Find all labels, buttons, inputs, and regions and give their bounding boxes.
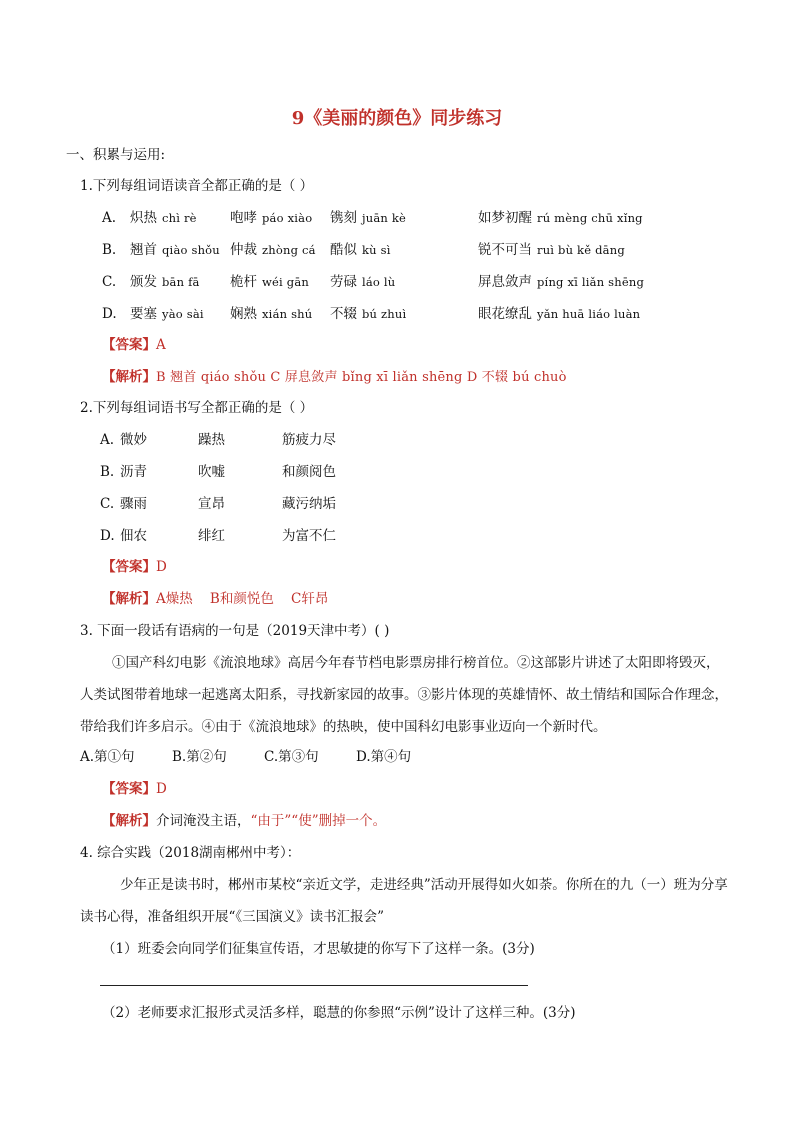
option-item	[230, 272, 309, 292]
option-pinyin: ruì bù kě dāng	[537, 243, 625, 257]
option-item	[478, 240, 625, 260]
analysis-highlight: “由于”“使”删掉一个。	[250, 813, 387, 829]
option-word: 吹嘘	[198, 464, 225, 480]
option-item	[230, 304, 312, 324]
option-pinyin: zhòng cá	[262, 243, 316, 257]
option-pinyin: yǎn huā liáo luàn	[537, 307, 641, 321]
option-item	[330, 272, 395, 292]
analysis-text: A燥热 B和颜悦色 C轩昂	[156, 591, 329, 607]
option-word: 仲裁	[230, 242, 257, 258]
option-pinyin: juān kè	[362, 211, 407, 225]
question-3-options	[80, 747, 500, 767]
option-item	[230, 240, 316, 260]
question-4-stem: 4. 综合实践（2018湖南郴州中考）：	[80, 845, 301, 861]
option-word: 酷似	[330, 242, 357, 258]
question-3-analysis	[102, 811, 386, 831]
option-d: D.第④句	[356, 749, 412, 765]
option-word: 骤雨	[120, 496, 147, 512]
option-pinyin: qiào shǒu	[162, 243, 220, 257]
option-word: 为富不仁	[282, 528, 336, 544]
option-pinyin: láo lù	[362, 275, 396, 289]
option-word: 沥青	[120, 464, 147, 480]
option-item	[230, 208, 312, 228]
analysis-text: B 翘首 qiáo shǒu C 屏息敛声 bǐng xī liǎn shēng D 不辍 bú chuò	[156, 370, 567, 385]
answer-blank-line	[100, 985, 528, 986]
option-item	[478, 272, 644, 292]
analysis-text: 介词淹没主语，	[156, 813, 251, 829]
option-item	[478, 304, 640, 324]
option-word: 筋疲力尽	[282, 432, 336, 448]
option-word: 劳碌	[330, 274, 357, 290]
option-label: A.	[102, 210, 117, 226]
answer-value: A	[156, 337, 166, 353]
page-title: 9《美丽的颜色》同步练习	[291, 108, 503, 129]
option-word: 镌刻	[330, 210, 357, 226]
option-pinyin: rú mèng chū xǐng	[537, 211, 643, 225]
question-1-analysis	[102, 367, 567, 388]
question-3-answer	[102, 779, 167, 799]
option-pinyin: páo xiào	[262, 211, 313, 225]
option-word: 躁热	[198, 432, 225, 448]
option-word: 眼花缭乱	[478, 306, 532, 322]
option-label: C.	[100, 496, 115, 512]
option-pinyin: xián shú	[262, 307, 313, 321]
option-word: 娴熟	[230, 306, 257, 322]
option-label: D.	[100, 528, 115, 544]
option-b: B.第②句	[172, 749, 227, 765]
question-4-sub-1: （1）班委会向同学们征集宣传语，才思敏捷的你写下了这样一条。(3分)	[102, 941, 535, 957]
analysis-tag: 【解析】	[102, 591, 156, 607]
option-item	[330, 208, 406, 228]
option-word: 翘首	[130, 242, 157, 258]
option-item	[130, 240, 220, 260]
option-word: 绯红	[198, 528, 225, 544]
answer-value: D	[156, 559, 167, 575]
option-item	[478, 208, 643, 228]
option-word: 咆哮	[230, 210, 257, 226]
question-4-sub-2: （2）老师要求汇报形式灵活多样，聪慧的你参照“示例”设计了这样三种。(3分)	[102, 1005, 576, 1021]
option-pinyin: píng xī liǎn shēng	[537, 275, 645, 289]
option-word: 微妙	[120, 432, 147, 448]
option-item	[130, 272, 200, 292]
answer-tag: 【答案】	[102, 781, 156, 797]
option-label: B.	[100, 464, 115, 480]
option-word: 藏污纳垢	[282, 496, 336, 512]
option-label: A.	[100, 432, 115, 448]
question-3-stem: 3. 下面一段话有语病的一句是（2019天津中考）( )	[80, 623, 390, 639]
question-2-analysis	[102, 589, 328, 609]
option-pinyin: yào sài	[162, 307, 204, 321]
option-item	[330, 240, 391, 260]
option-pinyin: kù sì	[362, 243, 391, 257]
answer-tag: 【答案】	[102, 337, 156, 353]
question-1-stem: 1.下列每组词语读音全都正确的是（ ）	[80, 178, 314, 194]
option-label: C.	[102, 274, 117, 290]
option-pinyin: bān fā	[162, 275, 200, 289]
option-label: B.	[102, 242, 117, 258]
question-2-stem: 2.下列每组词语书写全都正确的是（ ）	[80, 400, 314, 416]
answer-tag: 【答案】	[102, 559, 156, 575]
option-word: 屏息敛声	[478, 274, 532, 290]
question-4-passage: 少年正是读书时，郴州市某校“亲近文学，走进经典”活动开展得如火如荼。你所在的九（一）班为分享读书心得，准备组织开展“《三国演义》读书汇报会”	[80, 877, 728, 925]
option-pinyin: bú zhuì	[362, 307, 407, 321]
option-word: 如梦初醒	[478, 210, 532, 226]
option-word: 佃农	[120, 528, 147, 544]
option-word: 颁发	[130, 274, 157, 290]
question-3-passage: ①国产科幻电影《流浪地球》高居今年春节档电影票房排行榜首位。②这部影片讲述了太阳即将毁灭，人类试图带着地球一起逃离太阳系，寻找新家园的故事。③影片体现的英雄情怀、故土情结和国际合作理念，带给我们许多启示。④由于《流浪地球》的热映，使中国科幻电影事业迈向一个新时代。	[80, 655, 728, 735]
option-word: 和颜阅色	[282, 464, 336, 480]
option-word: 锐不可当	[478, 242, 532, 258]
option-item	[130, 304, 204, 324]
question-1-answer	[102, 335, 166, 355]
option-label: D.	[102, 306, 117, 322]
option-a: A.第①句	[80, 749, 135, 765]
option-word: 炽热	[130, 210, 157, 226]
answer-value: D	[156, 781, 167, 797]
analysis-tag: 【解析】	[102, 369, 156, 385]
option-item	[330, 304, 406, 324]
section-heading: 一、积累与运用:	[66, 147, 166, 163]
option-pinyin: chì rè	[162, 211, 197, 225]
option-pinyin: wéi gān	[262, 275, 310, 289]
question-2-answer	[102, 557, 167, 577]
option-c: C.第③句	[264, 749, 319, 765]
analysis-tag: 【解析】	[102, 813, 156, 829]
option-item	[130, 208, 197, 228]
option-word: 宣昂	[198, 496, 225, 512]
option-word: 要塞	[130, 306, 157, 322]
option-word: 不辍	[330, 306, 357, 322]
option-word: 桅杆	[230, 274, 257, 290]
